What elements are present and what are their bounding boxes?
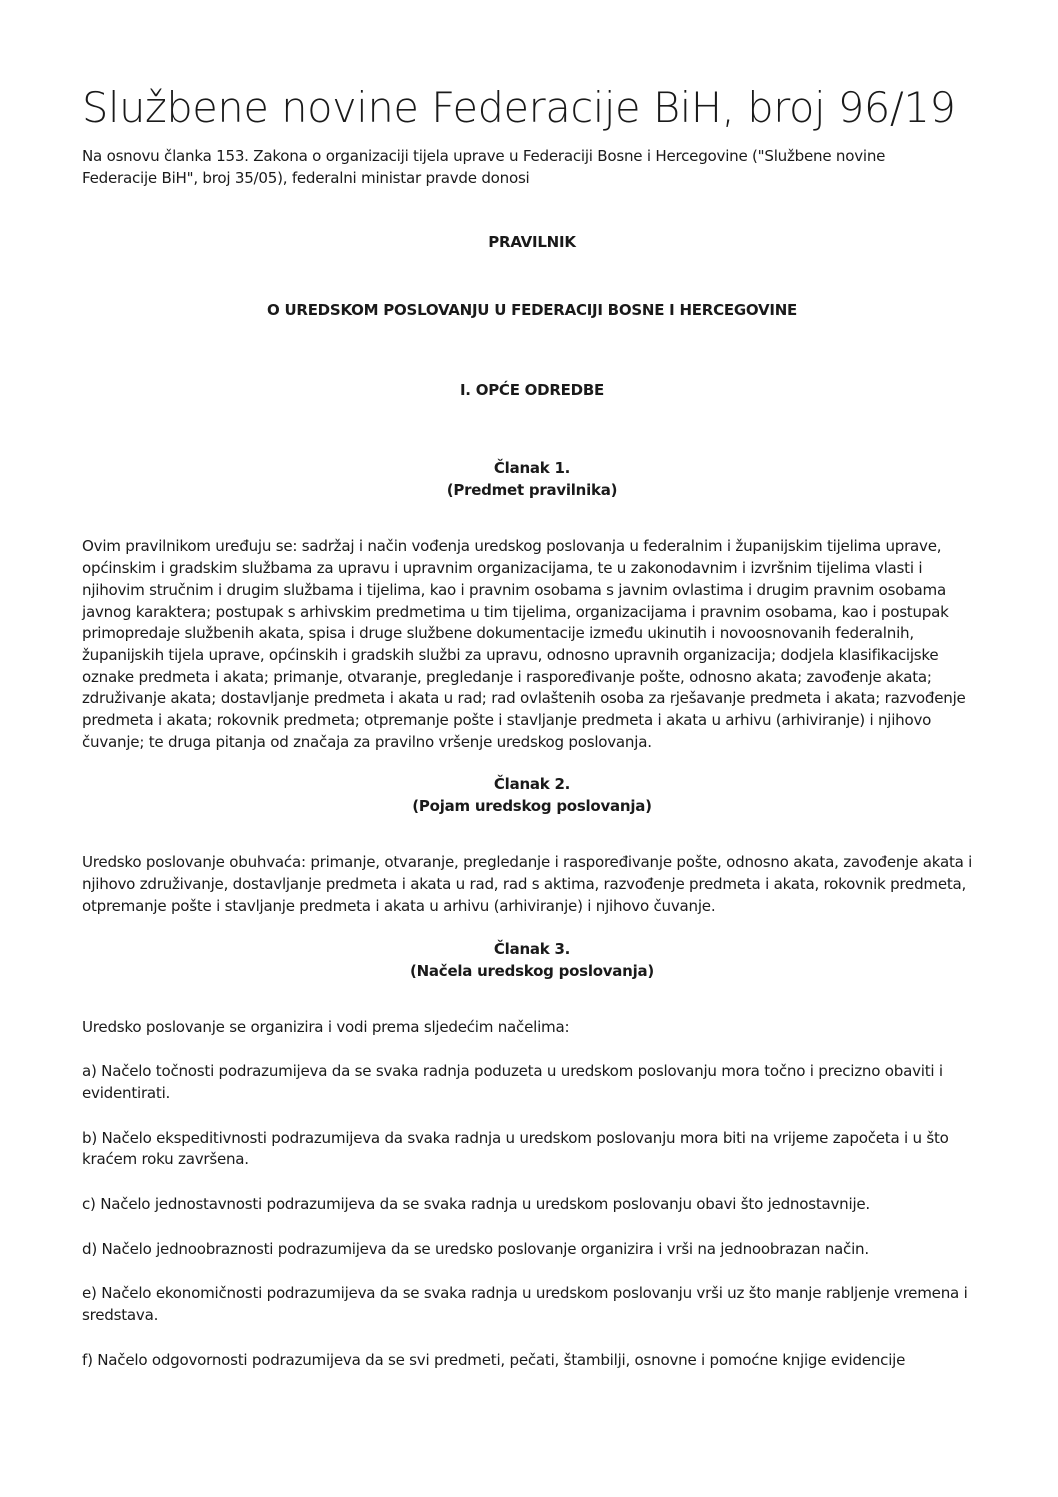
article-2-body: Uredsko poslovanje obuhvaća: primanje, otvaranje, pregledanje i raspoređivanje pošte, odnosno akata, zavođenje akata i njihovo združivanje, dostavljanje predmeta i akata u rad, rad s aktima, razvođenje predmeta i akata, rokovnik predmeta, otpremanje pošte i stavljanje predmeta i akata u arhivu (arhiviranje) i njihovo čuvanje.: [82, 853, 973, 915]
principle-item-b: b) Načelo ekspeditivnosti podrazumijeva da svaka radnja u uredskom poslovanju mora biti na vrijeme započeta i u što kraćem roku završena.: [82, 1128, 949, 1169]
section-heading: I. OPĆE ODREDBE: [459, 381, 605, 400]
principle-item-f: f) Načelo odgovornosti podrazumijeva da se svi predmeti, pečati, štambilji, osnovne i pomoćne knjige evidencije: [82, 1350, 906, 1369]
principle-item-e: e) Načelo ekonomičnosti podrazumijeva da se svaka radnja u uredskom poslovanju vrši uz što manje rabljenje vremena i sredstava.: [82, 1284, 968, 1325]
doc-type-heading: PRAVILNIK: [488, 233, 576, 252]
article-2-number: Članak 2.: [493, 775, 571, 794]
article-3-intro: Uredsko poslovanje se organizira i vodi prema sljedećim načelima:: [82, 1017, 570, 1036]
article-3-subtitle: (Načela uredskog poslovanja): [410, 961, 654, 980]
document-page: [82, 78, 982, 1372]
preamble: Na osnovu članka 153. Zakona o organizaciji tijela uprave u Federaciji Bosne i Hercegovine ("Službene novine Federacije BiH", broj 35/05), federalni ministar pravde donosi: [82, 147, 886, 187]
article-1-number: Članak 1.: [493, 459, 571, 478]
principle-item-d: d) Načelo jednoobraznosti podrazumijeva da se uredsko poslovanje organizira i vrši na jednoobrazan način.: [82, 1239, 869, 1258]
article-2-subtitle: (Pojam uredskog poslovanja): [412, 797, 652, 816]
article-1-subtitle: (Predmet pravilnika): [446, 481, 618, 500]
principle-item-c: c) Načelo jednostavnosti podrazumijeva da se svaka radnja u uredskom poslovanju obavi što jednostavnije.: [82, 1195, 870, 1214]
article-1-body: Ovim pravilnikom uređuju se: sadržaj i način vođenja uredskog poslovanja u federalnim i županijskim tijelima uprave, općinskim i gradskim službama za upravu i upravnim organizacijama, te u zakonodavnim i izvršnim tijelima vlasti i njihovim stručnim i drugim službama i tijelima, kao i pravnim osobama s javnim ovlastima i drugim pravnim osobama javnog karaktera; postupak s arhivskim predmetima u tim tijelima, organizacijama i pravnim osobama, kao i postupak primopredaje službenih akata, spisa i druge službene dokumentacije između ukinutih i novoosnovanih federalnih, županijskih tijela uprave, općinskih i gradskih službi za upravu, odnosno upravnih organizacija; dodjela klasifikacijske oznake predmeta i akata; primanje, otvaranje, pregledanje i raspoređivanje pošte, odnosno akata; zavođenje akata; združivanje akata; dostavljanje predmeta i akata u rad; rad ovlaštenih osoba za rješavanje predmeta i akata; razvođenje predmeta i akata; rokovnik predmeta; otpremanje pošte i stavljanje predmeta i akata u arhivu (arhiviranje) i njihovo čuvanje; te druga pitanja od značaja za pravilno vršenje uredskog poslovanja.: [82, 537, 966, 751]
article-3-number: Članak 3.: [493, 939, 571, 958]
doc-name-heading: O UREDSKOM POSLOVANJU U FEDERACIJI BOSNE I HERCEGOVINE: [266, 301, 797, 320]
principle-item-a: a) Načelo točnosti podrazumijeva da se svaka radnja poduzeta u uredskom poslovanju mora točno i precizno obaviti i evidentirati.: [82, 1062, 943, 1102]
page-title: Službene novine Federacije BiH, broj 96/19: [82, 83, 956, 132]
